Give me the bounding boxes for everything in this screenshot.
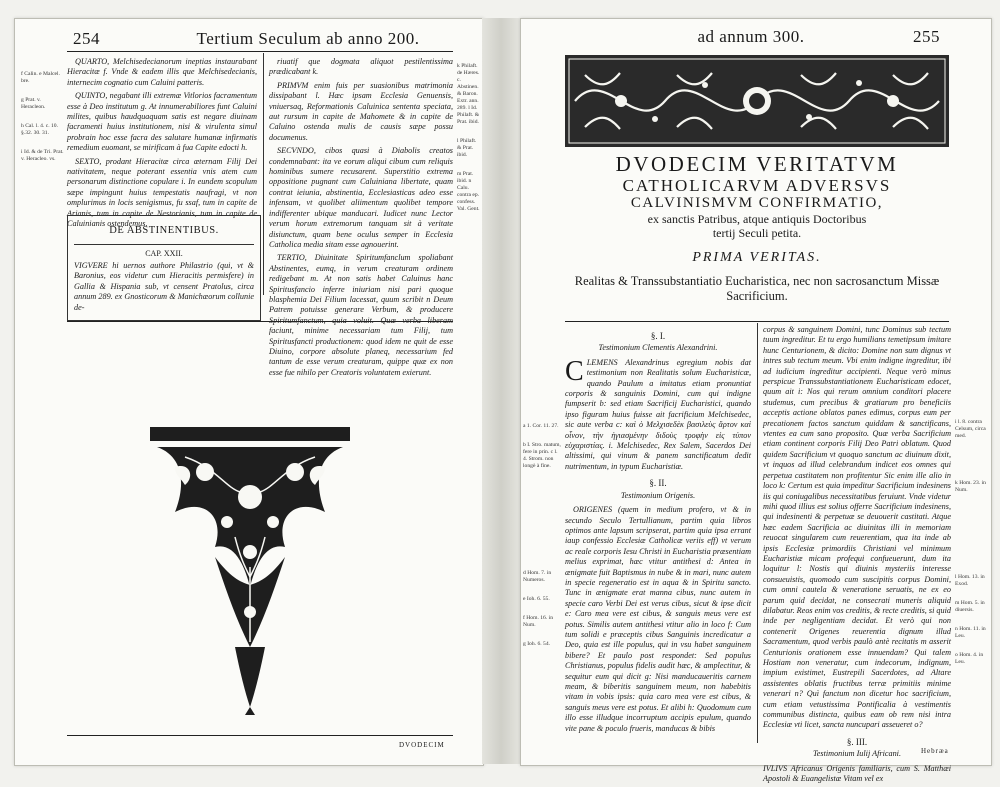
- tailpiece-ornament: [145, 417, 355, 717]
- section-1-text: CLEMENS Alexandrinus egregium nobis dat testimonium non Realitatis solum Eucharisticæ, quando Paulum a imitatus etiam pronuntiat corporis & sanguinis Domini, cum qui indigne fumpserit b: sed etiam Sacrificij Eucharistici, quando ipso figuram huius fuisse ait facrificium Melchisedec, sic aute verba c: καὶ ὁ Μελχισεδὲκ βασιλεὺς ἄρτον καὶ οἶνον, τὴν ἡγιασμένην διδοὺς τροφὴν εἰς τύπον εὐχαριστίας. i. Melchisedec, Rex Salem, Sacerdos Dei altissimi, qui vinum & panem sanctificatum dedit nutrimentum, in typum Eucharistiæ.: [565, 355, 751, 471]
- margin-note: g Ioh. 6. 54.: [523, 641, 551, 647]
- margin-note: b I. Stro. matum, fere in prin. c l. 4. Strom. non longè à fine.: [523, 442, 561, 469]
- left-margin-notes-inner: [457, 63, 481, 225]
- paragraph: QUINTO, negabant illi extremæ Vitlorios facramentum esse à Deo institutum g. At innumerabiliores funt Caluini milites, quibus haudquaquam satis est negare diuinam facramenti huius institutionem, nisi & virulenta simul probrain hoc esse facra des salutare humanæ infirmatis remedium euomant, se mirificam à fua Capite edocti h.: [67, 91, 257, 153]
- section-2-number: §. II.: [649, 478, 667, 489]
- prima-veritas: PRIMA VERITAS.: [692, 250, 822, 265]
- title-line-3: CALVINISMVM CONFIRMATIO,: [630, 195, 884, 211]
- left-running-head: Tertium Seculum ab anno 200.: [196, 29, 420, 48]
- paragraph: SECVNDO, cibos quasi à Diabolis creatos condemnabant: ita ve eorum aliqui cibum cum reliquis hominibus sumere recusarent. Superstitio extrema oppositione pugnant cum Caluiniana libertate, quam contrat ieiunia, abstinentia, Ecclesiasticas adeo esse infensam, vt quolibet aliimentum quolibet tempore indifferenter ubique manducari. Iudicet nunc Lector verum horum extremorum tanquam sit à veritate disiunctum, quam bene oculus semper in Ecclesia Catholica media sitam esse agnouerint.: [269, 146, 453, 249]
- column-2-text: corpus & sanguinem Domini, tunc Dominus sub tectum tuum ingreditur. Et tu ergo humilians temetipsum imitare hunc Centurionem, & dicito: Domine non sum dignus vt intres sub tectum meum. Vbi enim indigne ingreditur, ibi ad iudicium ingreditur accipienti. Neque verò minus perspicue Transsubstantiationem Eucharisticam edocet, quum ait i: Nos qui rerum omnium conditori placere studemus, cum precibus & gratiarum pro beneficiis acceptis actione oblatos panes edimus, corpus eum per precationem factos sanctum quiddam & sanctificans, vtentes ea cum sano proposito. Quæ verba Sacrificium etiam continent corporis Filij Deo Patri oblatum. Quod quidem Sacrificium vt quoquo sanctum ac diuinum dixit, vt inquos ad illud celebrandum indicet eos omnes qui perpetua castitatem non profitentur Sic enim ille alio in loco k: Certum est quia impeditur Sacrificium indesinens iis qui coniugalibus necessitatibus feruiunt. Vnde videtur mihi quod illius est solius offerre Sacrificium indesinens, qui indesinenti & perpetuæ se deuouerit castitati. Atque hæc eadem Sacrificia ac diuinitas illi in memoriam reuocat singularem cum reuerentiam, qua ita inde ab ipsis Ecclesiæ primordiis Christiani vel minimum Eucharistiæ micam profequi confueuerunt, dum ita loquitur l: Nostis qui diuinis mysteriis interesse consueuistis, quomodo cum suscipitis corpus Domini, cum omni cautela & veneratione seruatis, ne ex eo parum quid decidat, ne consecrati muneris aliquid dilabatur. Reos enim vos creditis, & recte creditis, si quid inde per negligentiam decidat. Et verò qui non contenerit Origenes reuerentia dignum illud Sacramentum, quod verbis paulò antè recitatis m asserit Centurionis orationem esse innuendam? Qui talem Hostiam non veneratur, cum indecorum, indignum, impium existimet, Eustrepili Sacerdotes, ad Altare assistentes oblatis fructibus terræ primitiis minime venerari n? Quì fanctum non dicetur hoc sacrificium, cum etiam vetustissima Pontificalia à vestimentis communibus distincta, quibus eam ob rem nisi intra Ecclesiæ vti licet, sancta nuncupari asseueret o?: [763, 325, 951, 730]
- chapter-title: DE ABSTINENTIBUS.: [109, 225, 219, 236]
- margin-note: o Hom. 4. in Leu.: [955, 652, 984, 665]
- section-3-number: §. III.: [846, 736, 868, 747]
- left-margin-notes-outer: [21, 71, 65, 175]
- thesis: Realitas & Transsubstantiatio Eucharistica, nec non sacrosanctum Missæ Sacrificium.: [574, 274, 940, 303]
- margin-note: i Id. & de Tri. Prat. v. Heracleo. vs.: [21, 149, 64, 162]
- chapter-box: [67, 215, 261, 321]
- right-page-number: 255: [913, 27, 940, 46]
- margin-note: e Ioh. 6. 55.: [523, 596, 550, 602]
- section-3-text: IVLIVS Africanus Origenis familiaris, cum S. Matthæi Apostoli & Euangelistæ Vitam vel ex: [763, 763, 951, 784]
- left-head-rule: [67, 51, 453, 52]
- column-divider: [757, 323, 758, 743]
- section-2-text: ORIGENES (quem in medium profero, vt & in secundo Seculo Tertullianum, partim quia libros optimos ante lapsum scripserat, partim quia ipsa errant iaup confessio Ecclesiæ Catholicæ veriis eff) vt verum ac reale corporis Iesu Christi in Eucharistia præsentiam melius exprimat, hæc vtitur antithesi d: Antea in ænigmate fuit Baptismus in nube & in mari, nunc autem in specie regeneratio est in aqua & in Spiritu sancto. Tunc in ænigmate erat manna cibus, nunc autem in specie caro Verbi Dei est verus cibus, sicut & ipse dicit e: Caro mea vere est cibus, & sanguis meus vere est potus. Similis autem antithesi vtitur alio in loco f: Cum tum solidi e præceptis cibus Sanguinis incredicatur a Deo, quia est ille populus, qui in vsu habet sanguinem bibere? Et paulo post respondet: Sed populus Christianus, populus fidelis audit hæc, & amplectitur, & sequitur eum qui dicit g: Nisi manducaueritis carnem meam, & biberitis sanguinem meum, non habebitis vitam in vobis ipsis: quia caro mea vere est cibus, & sanguis meus vere est potus. Et alibi h: Quodomum cum illo esse illudque incorruptum accipis epulum, quando vite pane & poculo frueris, manducas & bibis: [565, 505, 751, 733]
- left-column-1: [67, 57, 257, 233]
- section-3-title: Testimonium Iulij Africani.: [812, 749, 902, 759]
- chapter-number: CAP. XXII.: [145, 249, 183, 258]
- margin-note: l Philaft. & Prat. ibid.: [457, 138, 477, 158]
- book-gutter: [482, 18, 520, 764]
- title-line-1: DVODECIM VERITATVM: [615, 152, 899, 176]
- paragraph: QUARTO, Melchisedecianorum ineptias instaurabant Hieracitæ f. Vnde & eadem illis que Melchisedecianis, internecim cognatio cum Caluini patteris.: [67, 57, 257, 87]
- margin-note: k Hom. 23. in Num.: [955, 480, 986, 493]
- margin-note: n Hom. 11. in Leu.: [955, 626, 986, 639]
- margin-note: h Cal. l. 4. c. 10. §.32. 30. 31.: [21, 123, 58, 136]
- right-running-head: ad annum 300.: [697, 27, 805, 46]
- paragraph: riuatif que dogmata aliquot pestilentissima prædicabant k.: [269, 57, 453, 77]
- right-column-1: [565, 325, 751, 737]
- chapter-text: VIGVERE hi uernos authore Philastrio (qui, vt & Baronius, eos videtur cum Hieracitis permisfere) in Gallia & Hispania sub, vt censent Pratolus, circa annum 289. ex Gnosticorum & Manichæorum collunie de-: [74, 261, 254, 312]
- right-margin-notes-outer: [955, 419, 989, 678]
- headpiece-ornament: [565, 55, 949, 147]
- margin-note: a 1. Cor. 11. 27.: [523, 423, 559, 429]
- column-divider: [263, 53, 264, 295]
- right-page: [520, 18, 992, 784]
- catchword: DVODECIM: [399, 741, 445, 749]
- margin-note: f Calin. e Malcel. bre.: [21, 71, 60, 84]
- margin-note: l Hom. 13. in Exod.: [955, 574, 985, 587]
- title-line-2: CATHOLICARVM ADVERSVS: [622, 176, 892, 195]
- right-column-2: [763, 325, 951, 787]
- left-page-number: 254: [73, 29, 100, 48]
- margin-note: f Hom. 16. in Num.: [523, 615, 553, 628]
- dropcap-c: C: [565, 355, 584, 387]
- section-1-title: Testimonium Clementis Alexandrini.: [598, 343, 718, 353]
- title-rule: [565, 321, 949, 322]
- bottom-rule: [67, 321, 453, 322]
- margin-note: d Hom. 7. in Numeros.: [523, 570, 552, 583]
- left-column-2: [269, 57, 453, 381]
- section-2-title: Testimonium Origenis.: [620, 490, 696, 500]
- section-1-number: §. I.: [650, 331, 666, 341]
- right-margin-notes-inner: [523, 423, 563, 660]
- title-line-5: tertij Seculi petita.: [712, 226, 802, 240]
- margin-note: g Prat. v. Heracleon.: [21, 97, 46, 110]
- title-line-4: ex sanctis Patribus, atque antiquis Doctoribus: [647, 212, 867, 226]
- margin-note: m Hom. 5. in diuersis.: [955, 600, 985, 613]
- margin-note: k Philaft. de Hæres. c. Abstinen. & Baron. Extr. ann. 289. l Id. Philaft. & Prat. ibid.: [457, 63, 480, 125]
- foot-rule: [67, 735, 453, 736]
- paragraph: SEXTO, prodant Hieracitæ circa æternam Filij Dei nativitatem, neque poterant essentia vnis atem cum personarum distinctione copulare i. In eundem scopulum sæpe impingunt huius tempestatis naufragi, vt non omplurimus in locis senigismus, fu ssaf, tum in capite de Arianis, tum in capite de Nestorianis, tum in capite de Caluinianis ostendemus.: [67, 156, 257, 229]
- left-page: [14, 18, 484, 766]
- paragraph: TERTIO, Diuinitate Spiritumfanclum spoliabant Abstinentes, eumq, in verum creaturam ordinem redigebant m. At non satis habet Caluinus hanc Spiritusfancio inferre iniuriam nisi pari quoque blasphemia Dei Filium lacessat, quum scribit n Deum Patrem potuisse generare Verbum, & producere faciunt, minime necessariam tum Filij, tum Spiritusfancti productionem: quod idem ne quit de esse Diuino, corpore absolute planeq, necessarium fed tantum de esse verum creaturam, quippe quæ ex non esse fue nihilo per Creatoris voluntatem exierunt.: [269, 253, 453, 377]
- margin-note: i l. 8. contra Celsum, circa med.: [955, 419, 986, 439]
- margin-note: m Prat. ibid. n Calu. contra ep. confess. Val. Gent.: [457, 171, 480, 212]
- catchword: Hebræa: [921, 747, 949, 755]
- title-block: [551, 153, 963, 304]
- paragraph: PRIMVM enim fuis per suasionibus matrimonia dissipabant l. Hæc ipsam Ecclesia Genuensis, vniuersaq, Reformationis Caluinica sententa speciata, aut rursum in capite de Mahomete & in capite de Caluino ostenda mulis de causis sæpe possu documenus.: [269, 80, 453, 142]
